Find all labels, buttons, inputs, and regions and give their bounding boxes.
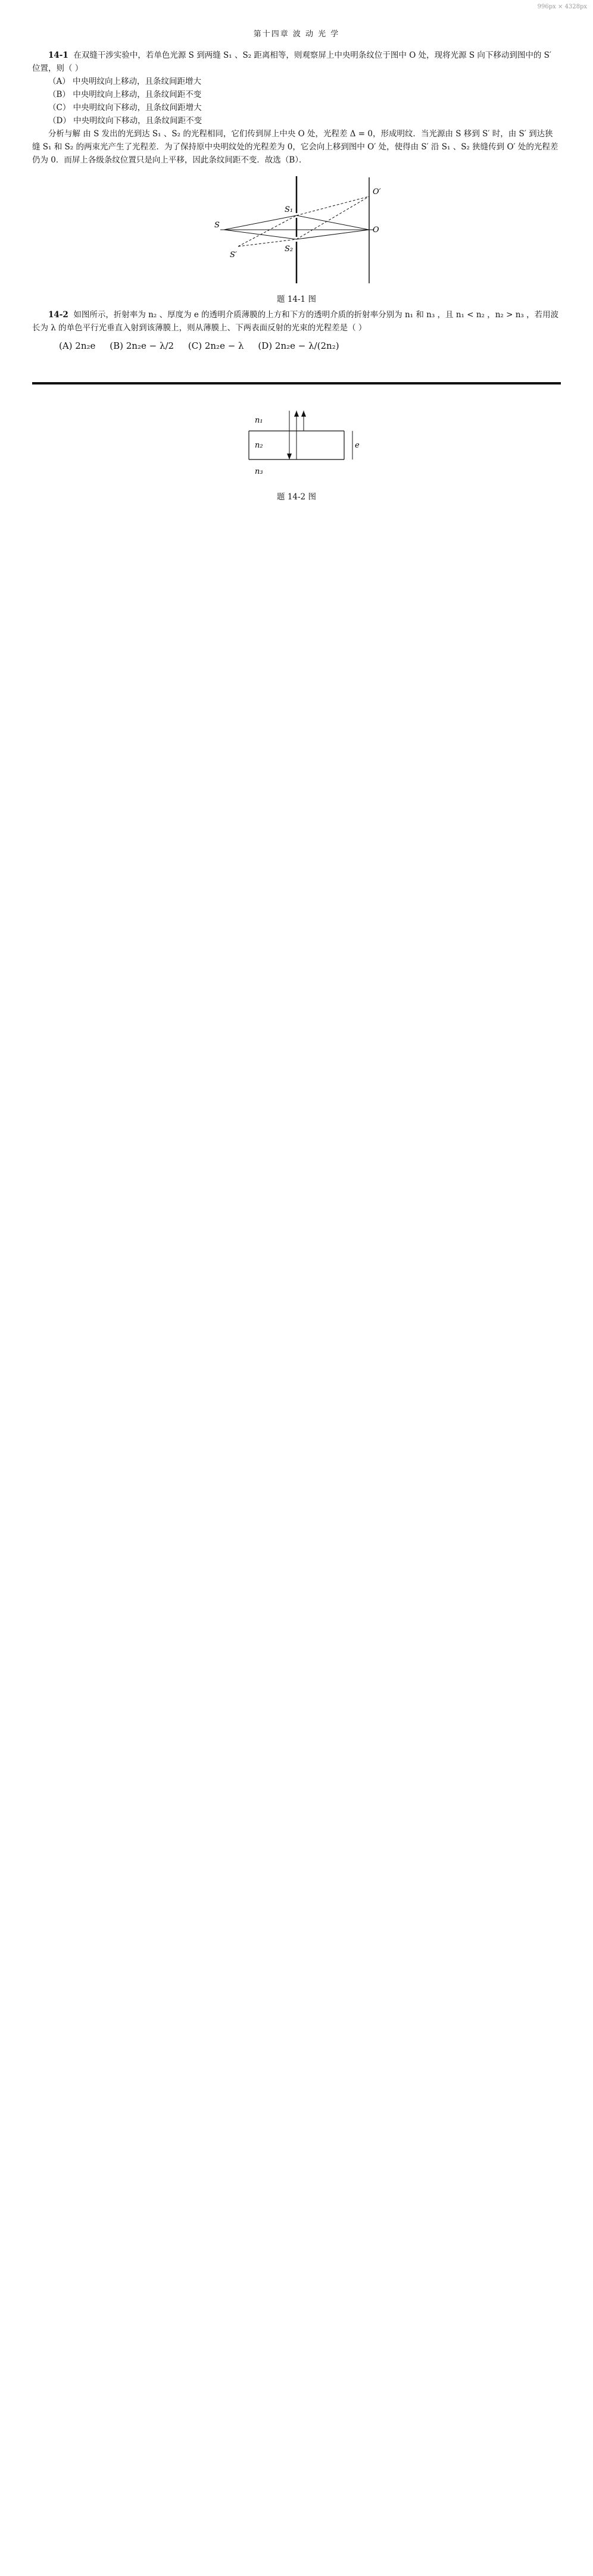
- option-c: （C） 中央明纹向下移动，且条纹间距增大: [48, 103, 202, 112]
- option-b: （B） 中央明纹向上移动，且条纹间距不变: [48, 90, 202, 99]
- option-c: (C) 2n₂e − λ: [188, 340, 244, 351]
- figure-caption: 题 14-2 图: [277, 492, 316, 502]
- label-o: O: [373, 226, 379, 235]
- problem-14-1: [32, 49, 561, 357]
- chapter-header: 第十四章 波 动 光 学: [253, 30, 340, 39]
- figure-caption: 题 14-1 图: [277, 295, 316, 304]
- label-n3: n₃: [255, 467, 263, 476]
- figure-14-1: [207, 170, 386, 289]
- problem-number: 14-1: [48, 51, 68, 60]
- option-b: (B) 2n₂e − λ/2: [110, 340, 174, 351]
- figure-14-2: [231, 408, 362, 487]
- label-n2: n₂: [255, 441, 263, 450]
- problem-number: 14-2: [48, 310, 68, 320]
- label-s: S: [214, 221, 220, 230]
- option-d: （D） 中央明纹向下移动，且条纹间距不变: [48, 116, 202, 126]
- watermark: 996px × 4328px: [537, 4, 587, 10]
- label-s-prime: S′: [230, 251, 237, 260]
- label-o-prime: O′: [373, 187, 381, 196]
- options-row: [32, 339, 561, 352]
- option-a: (A) 2n₂e: [59, 340, 96, 351]
- label-s2: S₂: [285, 245, 294, 254]
- problem-stem: 14-1 在双缝干涉实验中，若单色光源 S 到两缝 S₁ 、S₂ 距离相等，则观察屏上中央明条纹位于图中 O 处，现将光源 S 向下移动到图中的 S′ 位置，则（ ）: [32, 51, 551, 73]
- label-s1: S₁: [285, 205, 294, 214]
- problem-stem: 14-2 如图所示，折射率为 n₂ 、厚度为 e 的透明介质薄膜的上方和下方的透明介质的折射率分别为 n₁ 和 n₃ ，且 n₁ < n₂ ，n₂ > n₃ ，若用波长为 λ 的单色平行光垂直入射到该薄膜上，则从薄膜上、下两表面反射的光束的光程差是（ ）: [32, 310, 559, 333]
- option-d: (D) 2n₂e − λ/(2n₂): [258, 340, 339, 351]
- option-a: （A） 中央明纹向上移动，且条纹间距增大: [48, 77, 202, 86]
- analysis: 分析与解 由 S 发出的光到达 S₁ 、S₂ 的光程相同，它们传到屏上中央 O 处，光程差 Δ = 0，形成明纹．当光源由 S 移到 S′ 时，由 S′ 到达狭缝 S₁ 和 S₂ 的两束光产生了光程差．为了保持原中央明纹处的光程差为 0，它会向上移到图中 O′ 处，使得由 S′ 沿 S₁ 、S₂ 狭缝传到 O′ 处的光程差仍为 0．而屏上各级条纹位置只是向上平移，因此条纹间距不变．故选（B）．: [32, 129, 558, 165]
- label-e: e: [355, 441, 360, 450]
- label-n1: n₁: [255, 416, 263, 425]
- figure-14-2-block: [32, 405, 561, 506]
- section-divider: [32, 382, 561, 384]
